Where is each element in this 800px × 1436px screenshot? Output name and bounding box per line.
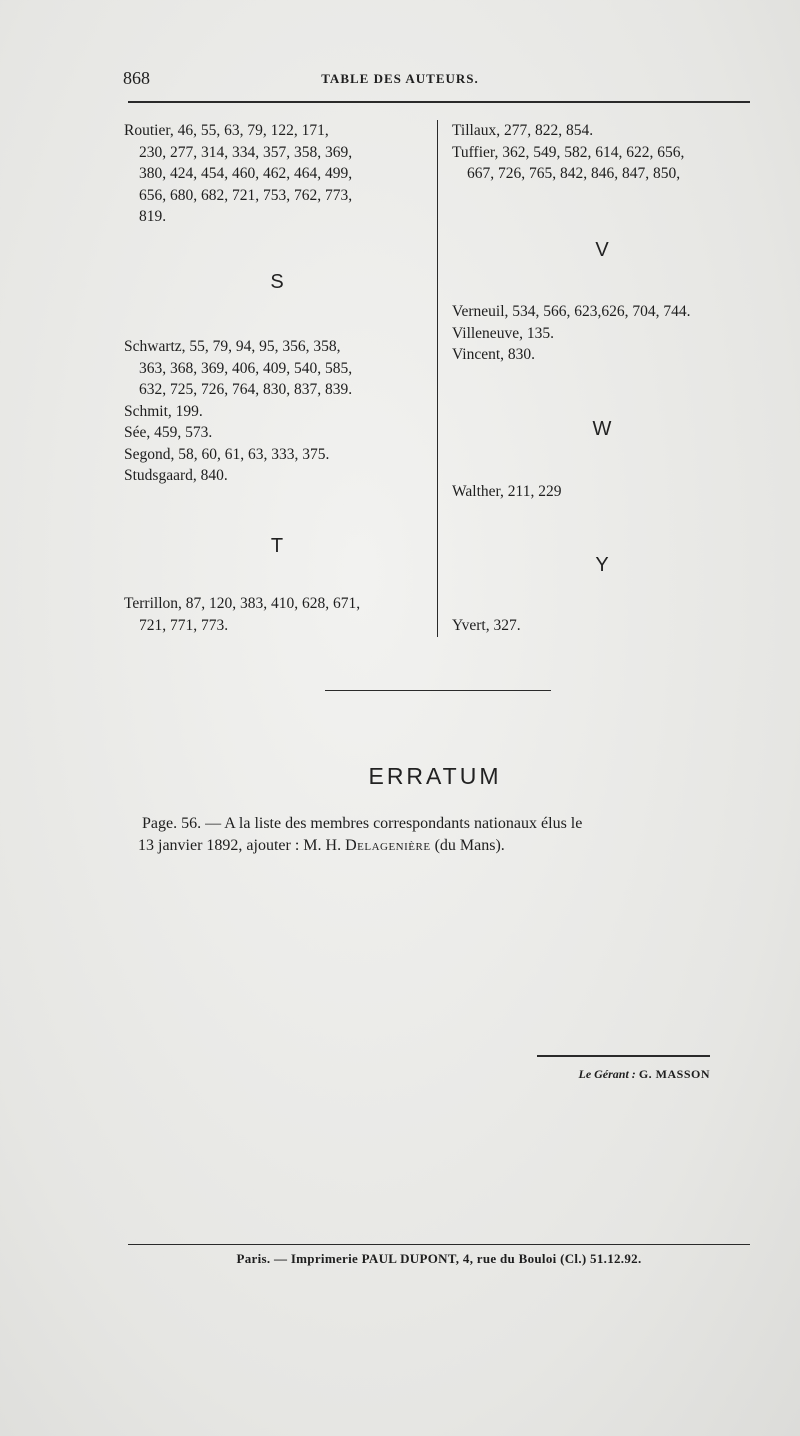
entry-continuation: 632, 725, 726, 764, 830, 837, 839. (139, 381, 353, 398)
footer-rule (128, 1244, 750, 1245)
index-group-r (124, 120, 430, 228)
index-entry: Sée, 459, 573. (124, 424, 213, 441)
erratum-text (138, 813, 751, 857)
erratum-name: Delagenière (345, 837, 431, 854)
entry-first-line: Routier, 46, 55, 63, 79, 122, 171, (124, 122, 329, 139)
index-group-y (452, 615, 752, 637)
entry-continuation: 819. (139, 208, 167, 225)
index-entry: Tillaux, 277, 822, 854. (452, 122, 594, 139)
section-letter-v: V (595, 239, 609, 261)
entry-continuation: 380, 424, 454, 460, 462, 464, 499, (139, 165, 353, 182)
index-entry (452, 142, 752, 185)
header-rule (128, 101, 750, 103)
signature-name: G. MASSON (638, 1067, 710, 1081)
section-letter-w: W (592, 418, 612, 440)
entry-continuation: 721, 771, 773. (139, 616, 229, 634)
index-entry: Vincent, 830. (452, 346, 536, 363)
index-entry: Villeneuve, 135. (452, 324, 554, 342)
index-entry: Schmit, 199. (124, 402, 203, 420)
erratum-heading: ERRATUM (368, 763, 502, 789)
column-divider (437, 120, 438, 637)
entry-first-line: Terrillon, 87, 120, 383, 410, 628, 671, (124, 595, 361, 612)
signature (537, 1067, 710, 1082)
index-entry (124, 593, 430, 636)
index-group-t-continued (452, 120, 752, 185)
entry-continuation: 656, 680, 682, 721, 753, 762, 773, (139, 186, 353, 204)
signature-rule (537, 1055, 710, 1057)
entry-continuation: 230, 277, 314, 334, 357, 358, 369, (139, 143, 353, 161)
section-rule (325, 690, 551, 691)
section-letter-t: T (270, 535, 284, 557)
entry-first-line: Tuffier, 362, 549, 582, 614, 622, 656, (452, 143, 685, 161)
index-entry: Segond, 58, 60, 61, 63, 333, 375. (124, 445, 330, 463)
index-entry (124, 336, 430, 401)
erratum-line: Page. 56. — A la liste des membres correspondants nationaux élus le (142, 815, 583, 832)
entry-continuation: 363, 368, 369, 406, 409, 540, 585, (139, 359, 353, 377)
index-group-t (124, 593, 430, 636)
signature-role: Le Gérant : (578, 1067, 636, 1081)
index-entry: Studsgaard, 840. (124, 467, 228, 484)
index-entry (124, 120, 430, 228)
index-entry: Yvert, 327. (452, 617, 521, 634)
erratum-line-end: (du Mans). (430, 837, 505, 854)
running-head: TABLE DES AUTEURS. (321, 71, 479, 86)
index-group-w (452, 481, 752, 503)
printer-imprint: Paris. — Imprimerie PAUL DUPONT, 4, rue du Bouloi (Cl.) 51.12.92. (236, 1251, 642, 1266)
index-entry: Verneuil, 534, 566, 623,626, 704, 744. (452, 303, 691, 320)
entry-first-line: Schwartz, 55, 79, 94, 95, 356, 358, (124, 338, 341, 355)
section-letter-s: S (270, 271, 284, 293)
entry-continuation: 667, 726, 765, 842, 846, 847, 850, (467, 165, 681, 182)
erratum-line-start: 13 janvier 1892, ajouter : M. H. (138, 837, 346, 854)
index-group-s (124, 336, 430, 487)
page-number: 868 (123, 68, 150, 88)
section-letter-y: Y (595, 554, 609, 576)
index-entry: Walther, 211, 229 (452, 483, 562, 500)
index-group-v (452, 301, 752, 366)
